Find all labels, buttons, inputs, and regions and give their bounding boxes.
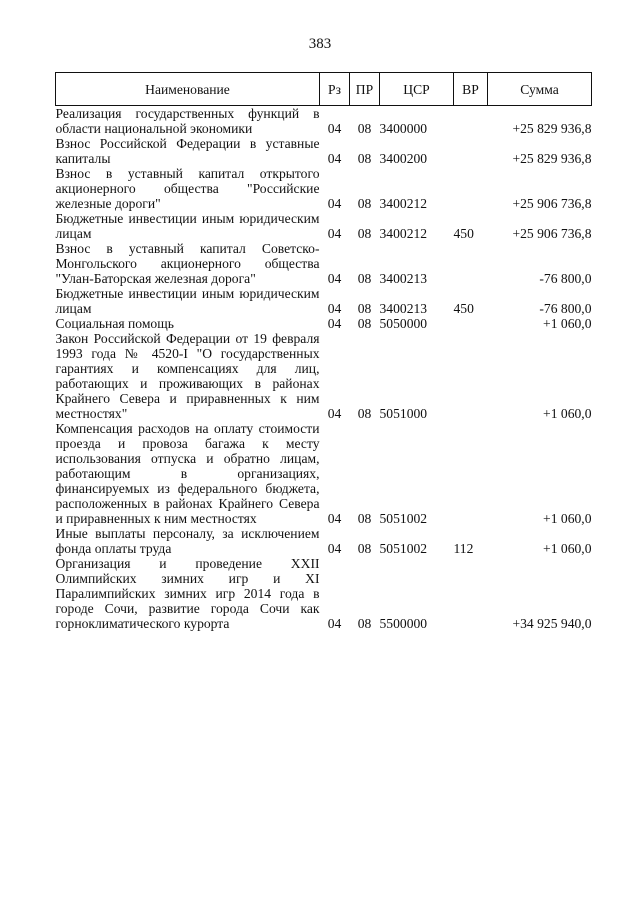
cell-vr [454, 556, 488, 631]
cell-rz: 04 [327, 121, 342, 136]
cell-rz: 04 [327, 271, 342, 286]
cell-pr: 08 [357, 541, 372, 556]
cell-rz: 04 [327, 511, 342, 526]
cell-pr: 08 [357, 316, 372, 331]
table-row [56, 286, 592, 316]
table-row [56, 136, 592, 166]
cell-vr [454, 331, 488, 421]
cell-name: Социальная помощь [55, 316, 174, 331]
cell-sum: +1 060,0 [543, 511, 592, 526]
cell-sum: +1 060,0 [543, 316, 592, 331]
cell-rz: 04 [327, 616, 342, 631]
header-rz: Рз [320, 73, 350, 106]
cell-vr [454, 316, 488, 331]
header-csr: ЦСР [380, 73, 454, 106]
cell-sum: +25 906 736,8 [512, 226, 592, 241]
cell-pr: 08 [357, 196, 372, 211]
cell-rz: 04 [327, 151, 342, 166]
cell-vr [454, 106, 488, 137]
table-body [56, 106, 592, 632]
cell-name: Реализация государственных функций в области национальной экономики [55, 106, 320, 136]
cell-name: Взнос Российской Федерации в уставные капиталы [55, 136, 320, 166]
cell-pr: 08 [357, 511, 372, 526]
cell-pr: 08 [357, 616, 372, 631]
cell-name: Взнос в уставный капитал открытого акционерного общества "Российские железные дороги" [55, 166, 320, 211]
cell-pr: 08 [357, 226, 372, 241]
cell-name: Закон Российской Федерации от 19 февраля 1993 года № 4520-I "О государственных гарантиях и компенсациях для лиц, работающих и проживающих в районах Крайнего Севера и приравненных к ним местностях" [55, 331, 320, 421]
table-row [56, 526, 592, 556]
cell-sum: -76 800,0 [539, 301, 592, 316]
cell-rz: 04 [327, 226, 342, 241]
table-row [56, 331, 592, 421]
cell-csr: 3400000 [379, 121, 428, 136]
cell-sum: +1 060,0 [543, 406, 592, 421]
cell-name: Организация и проведение XXII Олимпийских зимних игр и XI Паралимпийских зимних игр 2014 года в городе Сочи, развитие города Сочи как горноклиматического курорта [55, 556, 320, 631]
cell-vr [454, 166, 488, 211]
cell-csr: 3400213 [379, 271, 428, 286]
budget-table [55, 72, 592, 631]
cell-vr [454, 241, 488, 286]
cell-vr [454, 136, 488, 166]
header-name: Наименование [56, 73, 320, 106]
cell-csr: 3400212 [379, 226, 428, 241]
cell-pr: 08 [357, 151, 372, 166]
cell-csr: 3400213 [379, 301, 428, 316]
table-row [56, 166, 592, 211]
cell-vr: 112 [453, 541, 474, 556]
cell-vr: 450 [453, 301, 474, 316]
page-number: 383 [308, 36, 332, 52]
header-row [56, 73, 592, 106]
header-vr: ВР [454, 73, 488, 106]
cell-rz: 04 [327, 196, 342, 211]
cell-name: Компенсация расходов на оплату стоимости проезда и провоза багажа к месту использования отпуска и обратно лицам, работающим в организациях, финансируемых из федерального бюджета, расположенных в районах Крайнего Севера и приравненных к ним местностях [55, 421, 320, 526]
table-row [56, 106, 592, 137]
cell-csr: 5051000 [379, 406, 428, 421]
table-row [56, 556, 592, 631]
cell-rz: 04 [327, 316, 342, 331]
cell-pr: 08 [357, 121, 372, 136]
cell-sum: +1 060,0 [543, 541, 592, 556]
table-header [56, 73, 592, 106]
cell-csr: 5050000 [379, 316, 428, 331]
cell-sum: -76 800,0 [539, 271, 592, 286]
header-sum: Сумма [488, 73, 592, 106]
table-row [56, 316, 592, 331]
cell-csr: 5500000 [379, 616, 428, 631]
cell-pr: 08 [357, 271, 372, 286]
cell-vr [454, 421, 488, 526]
table-row [56, 421, 592, 526]
table-row [56, 211, 592, 241]
cell-name: Бюджетные инвестиции иным юридическим лицам [55, 286, 320, 316]
cell-name: Бюджетные инвестиции иным юридическим лицам [55, 211, 320, 241]
cell-sum: +25 906 736,8 [512, 196, 592, 211]
cell-rz: 04 [327, 541, 342, 556]
cell-csr: 5051002 [379, 511, 428, 526]
cell-name: Иные выплаты персоналу, за исключением фонда оплаты труда [55, 526, 320, 556]
cell-sum: +34 925 940,0 [512, 616, 592, 631]
cell-csr: 3400212 [379, 196, 428, 211]
header-pr: ПР [350, 73, 380, 106]
cell-pr: 08 [357, 406, 372, 421]
cell-vr: 450 [453, 226, 474, 241]
cell-name: Взнос в уставный капитал Советско-Монгольского акционерного общества "Улан-Баторская железная дорога" [55, 241, 320, 286]
cell-rz: 04 [327, 301, 342, 316]
cell-sum: +25 829 936,8 [512, 151, 592, 166]
cell-csr: 5051002 [379, 541, 428, 556]
cell-pr: 08 [357, 301, 372, 316]
table-row [56, 241, 592, 286]
cell-sum: +25 829 936,8 [512, 121, 592, 136]
cell-csr: 3400200 [379, 151, 428, 166]
cell-rz: 04 [327, 406, 342, 421]
